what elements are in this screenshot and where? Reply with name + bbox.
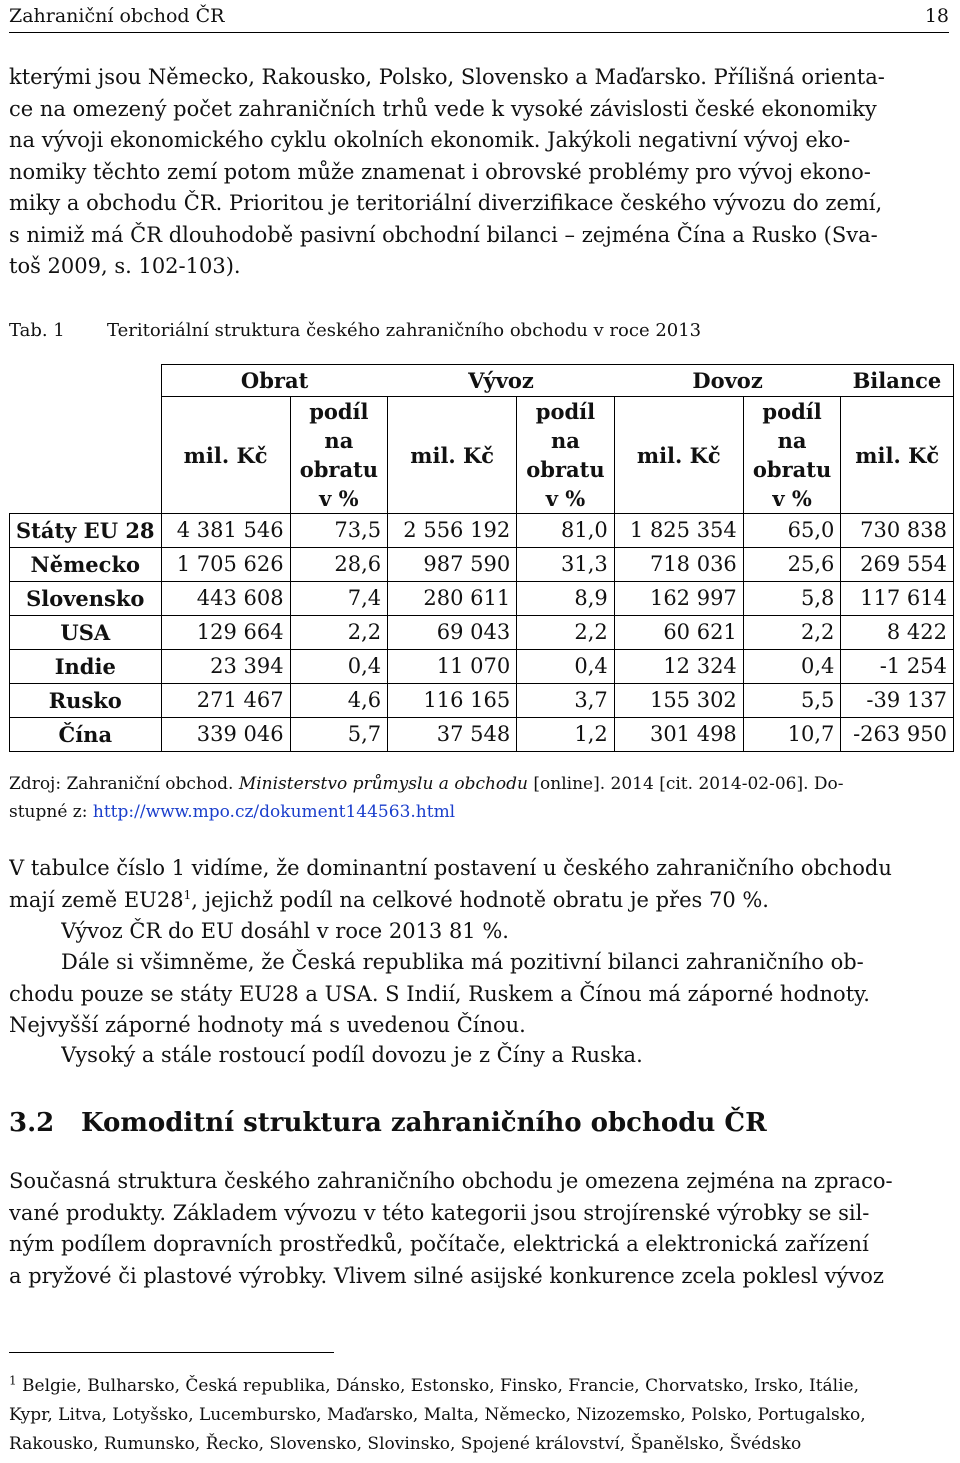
table-cell: 3,7 <box>517 684 615 718</box>
text-line: Vývoz ČR do EU dosáhl v roce 2013 81 %. <box>61 919 509 943</box>
table-cell: 0,4 <box>517 650 615 684</box>
table-cell: 37 548 <box>388 718 517 752</box>
table-row <box>10 514 954 548</box>
source-available: stupné z: <box>9 802 93 822</box>
table-cell: 0,4 <box>743 650 841 684</box>
table-cell: 69 043 <box>388 616 517 650</box>
paragraph-balance <box>9 947 949 1042</box>
text-line: mají země $EU28^1$, jejichž podíl na celkové hodnotě obratu je přes 70 %. <box>9 887 769 912</box>
source-publisher: Ministerstvo průmyslu a obchodu <box>238 774 528 794</box>
text-line: Dále si všimněme, že Česká republika má pozitivní bilanci zahraničního ob- <box>61 950 864 974</box>
text-line: chodu pouze se státy EU28 a USA. S Indií, Ruskem a Čínou má záporné hodnoty. <box>9 981 870 1006</box>
sub-header-mil: mil. Kč <box>614 397 743 514</box>
row-header: Státy EU 28 <box>10 514 162 548</box>
row-header: Slovensko <box>10 582 162 616</box>
text-line: toš 2009, s. 102-103). <box>9 254 241 278</box>
table-cell: 2 556 192 <box>388 514 517 548</box>
group-obrat: Obrat <box>161 365 388 397</box>
text-line: Současná struktura českého zahraničního obchodu je omezena zejména na zpraco- <box>9 1169 893 1193</box>
table-cell: 117 614 <box>841 582 954 616</box>
text-line: vané produkty. Základem vývozu v této kategorii jsou strojírenské výrobky se sil- <box>9 1200 870 1225</box>
table-row <box>10 718 954 752</box>
table-row <box>10 684 954 718</box>
table-cell: 271 467 <box>161 684 290 718</box>
footnote-marker: 1 <box>9 1373 17 1388</box>
text-line: Vysoký a stále rostoucí podíl dovozu je z Číny a Ruska. <box>61 1043 643 1067</box>
table-cell: 81,0 <box>517 514 615 548</box>
table-cell: 2,2 <box>743 616 841 650</box>
footnote-line: Rakousko, Rumunsko, Řecko, Slovensko, Slovinsko, Spojené království, Španělsko, Švédsko <box>9 1434 802 1454</box>
row-header: Rusko <box>10 684 162 718</box>
running-header <box>9 4 949 33</box>
group-dovoz: Dovoz <box>614 365 841 397</box>
text-line: na vývoji ekonomického cyklu okolních ekonomik. Jakýkoli negativní vývoj eko- <box>9 128 851 152</box>
sub-header-mil: mil. Kč <box>161 397 290 514</box>
table-cell: 301 498 <box>614 718 743 752</box>
table-cell: 12 324 <box>614 650 743 684</box>
header-title: Zahraniční obchod ČR <box>9 5 225 27</box>
group-bilance: Bilance <box>841 365 954 397</box>
section-heading <box>9 1108 767 1138</box>
text-line: ce na omezený počet zahraničních trhů vede k vysoké závislosti české ekonomiky <box>9 96 877 121</box>
table-cell: 280 611 <box>388 582 517 616</box>
text-line: a pryžové či plastové výrobky. Vlivem silné asijské konkurence zcela poklesl vývoz <box>9 1263 884 1288</box>
caption-text: Teritoriální struktura českého zahraničního obchodu v roce 2013 <box>107 320 702 341</box>
table-cell: 23 394 <box>161 650 290 684</box>
footnote <box>9 1372 954 1459</box>
row-header: Čína <box>10 718 162 752</box>
table-row <box>10 650 954 684</box>
table-cell: 8,9 <box>517 582 615 616</box>
intro-paragraph <box>9 62 949 283</box>
text-line: kterými jsou Německo, Rakousko, Polsko, Slovensko a Maďarsko. Přílišná orienta- <box>9 65 885 89</box>
footnote-divider <box>9 1352 334 1353</box>
table-cell: 4,6 <box>290 684 388 718</box>
table-cell: 718 036 <box>614 548 743 582</box>
table-cell: 31,3 <box>517 548 615 582</box>
group-vyvoz: Vývoz <box>388 365 615 397</box>
table-cell: 443 608 <box>161 582 290 616</box>
text-line: nomiky těchto zemí potom může znamenat i obrovské problémy pro vývoj ekono- <box>9 159 871 184</box>
sub-header-row <box>10 397 954 514</box>
table-cell: 5,5 <box>743 684 841 718</box>
table-cell: 28,6 <box>290 548 388 582</box>
paragraph-export <box>61 916 949 948</box>
table-cell: 339 046 <box>161 718 290 752</box>
table-cell: 116 165 <box>388 684 517 718</box>
table-cell: 1 705 626 <box>161 548 290 582</box>
footnote-line: $^1$ Belgie, Bulharsko, Česká republika, Dánsko, Estonsko, Finsko, Francie, Chorvatsko, Irsko, Itálie, <box>9 1373 859 1396</box>
corner-cell <box>10 365 162 397</box>
table-cell: 4 381 546 <box>161 514 290 548</box>
row-header: Německo <box>10 548 162 582</box>
source-suffix: [online]. 2014 [cit. 2014-02-06]. Do- <box>528 774 844 794</box>
corner-cell <box>10 397 162 514</box>
sub-header-share: podíl na obratu v % <box>290 397 388 514</box>
row-header: USA <box>10 616 162 650</box>
table-cell: 65,0 <box>743 514 841 548</box>
text-line: s nimiž má ČR dlouhodobě pasivní obchodní bilanci – zejména Čína a Rusko (Sva- <box>9 222 878 247</box>
group-header-row <box>10 365 954 397</box>
sub-header-mil: mil. Kč <box>841 397 954 514</box>
table-cell: 0,4 <box>290 650 388 684</box>
table-cell: 10,7 <box>743 718 841 752</box>
table-cell: 2,2 <box>517 616 615 650</box>
table-cell: 129 664 <box>161 616 290 650</box>
table-cell: 269 554 <box>841 548 954 582</box>
table-row <box>10 616 954 650</box>
table-cell: 7,4 <box>290 582 388 616</box>
table-cell: 25,6 <box>743 548 841 582</box>
table-row <box>10 548 954 582</box>
footnote-ref[interactable]: 1 <box>183 887 192 902</box>
sub-header-share: podíl na obratu v % <box>517 397 615 514</box>
paragraph-import <box>61 1040 949 1072</box>
paragraph-commodity <box>9 1166 949 1292</box>
source-link[interactable]: http://www.mpo.cz/dokument144563.html <box>92 802 456 822</box>
text-line: Nejvyšší záporné hodnoty má s uvedenou Čínou. <box>9 1013 526 1037</box>
text-line: V tabulce číslo 1 vidíme, že dominantní postavení u českého zahraničního obchodu <box>9 856 892 880</box>
table-cell: 5,7 <box>290 718 388 752</box>
source-prefix: Zdroj: Zahraniční obchod. <box>9 774 239 794</box>
text-line: ným podílem dopravních prostředků, počítače, elektrická a elektronická zařízení <box>9 1232 869 1256</box>
table-cell: -1 254 <box>841 650 954 684</box>
footnote-line: Kypr, Litva, Lotyšsko, Lucembursko, Maďarsko, Malta, Německo, Nizozemsko, Polsko, Portugalsko, <box>9 1405 866 1425</box>
table-cell: 73,5 <box>290 514 388 548</box>
table-cell: 2,2 <box>290 616 388 650</box>
caption-label: Tab. 1 <box>9 320 65 341</box>
table-cell: -263 950 <box>841 718 954 752</box>
row-header: Indie <box>10 650 162 684</box>
paragraph-eu <box>9 853 949 916</box>
sub-header-mil: mil. Kč <box>388 397 517 514</box>
table-cell: 5,8 <box>743 582 841 616</box>
table-cell: 1,2 <box>517 718 615 752</box>
table-cell: 8 422 <box>841 616 954 650</box>
trade-table <box>9 364 954 752</box>
page-number: 18 <box>924 5 949 27</box>
table-cell: 60 621 <box>614 616 743 650</box>
table-cell: 162 997 <box>614 582 743 616</box>
table-cell: 1 825 354 <box>614 514 743 548</box>
table-cell: 730 838 <box>841 514 954 548</box>
table-cell: 11 070 <box>388 650 517 684</box>
section-title: Komoditní struktura zahraničního obchodu ČR <box>81 1108 767 1138</box>
table-row <box>10 582 954 616</box>
section-number: 3.2 <box>9 1108 55 1138</box>
text-line: miky a obchodu ČR. Prioritou je teritoriální diverzifikace českého vývozu do zemí, <box>9 191 883 215</box>
table-cell: 155 302 <box>614 684 743 718</box>
table-body <box>10 514 954 752</box>
sub-header-share: podíl na obratu v % <box>743 397 841 514</box>
table-cell: 987 590 <box>388 548 517 582</box>
table-cell: -39 137 <box>841 684 954 718</box>
table-source <box>9 770 949 826</box>
